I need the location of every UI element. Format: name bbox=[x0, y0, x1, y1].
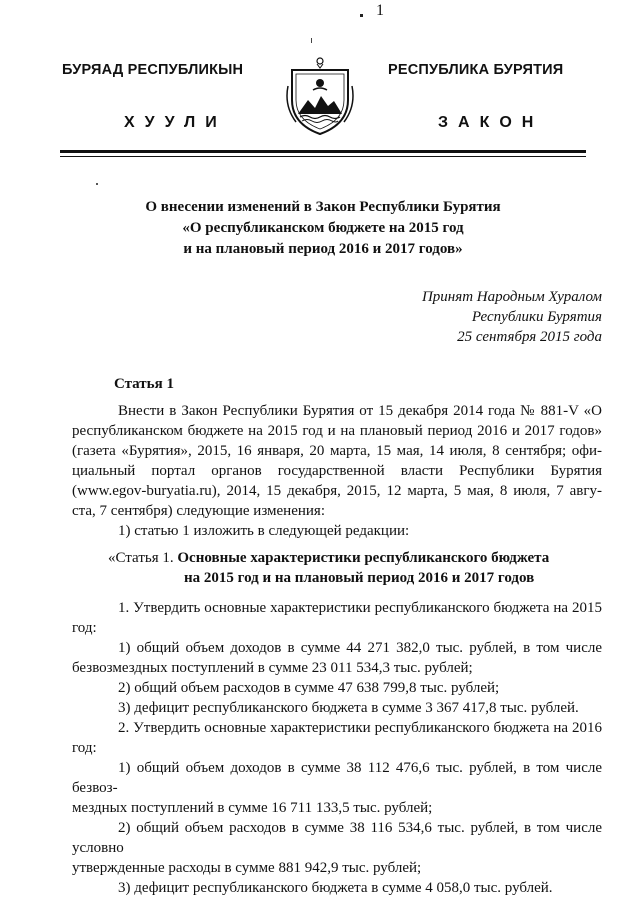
law-title-line: и на плановый период 2016 и 2017 годов» bbox=[183, 241, 463, 257]
article-heading: Статья 1 bbox=[114, 376, 174, 392]
point-text: безвозмездных поступлений в сумме 23 011 534,3 тыс. рублей; bbox=[72, 660, 473, 676]
point-text: 3) дефицит республиканского бюджета в сумме 3 367 417,8 тыс. рублей. bbox=[118, 700, 579, 716]
quoted-article-prefix: «Статья 1. bbox=[108, 550, 174, 566]
header-right-doc-type: ЗАКОН bbox=[438, 114, 544, 131]
point-text: 2) общий объем расходов в сумме 38 116 534,6 тыс. рублей, в том числе условно bbox=[72, 820, 602, 856]
point-text: 2. Утвердить основные характеристики республиканского бюджета на 2016 bbox=[118, 720, 602, 736]
law-title bbox=[60, 197, 586, 260]
point-text: мездных поступлений в сумме 16 711 133,5 тыс. рублей; bbox=[72, 800, 433, 816]
amendment-item: 1) статью 1 изложить в следующей редакции: bbox=[118, 523, 410, 539]
adoption-line: Республики Бурятия bbox=[471, 309, 602, 325]
point-text: год: bbox=[72, 740, 97, 756]
quoted-article-heading bbox=[108, 548, 598, 588]
page-mark: 1 bbox=[376, 2, 384, 19]
article-text-line: республиканском бюджете на 2015 год и на плановый период 2016 и 2017 годов» bbox=[72, 423, 602, 439]
stray-tick bbox=[311, 38, 312, 43]
budget-points bbox=[72, 598, 602, 898]
law-title-line: О внесении изменений в Закон Республики Бурятия bbox=[145, 199, 501, 215]
header-left-doc-type: ХУУЛИ bbox=[124, 114, 227, 131]
article-text-line: Внести в Закон Республики Бурятия от 15 декабря 2014 года № 881-V «О bbox=[118, 403, 602, 419]
point-text: 2) общий объем расходов в сумме 47 638 799,8 тыс. рублей; bbox=[118, 680, 500, 696]
point-text: 1) общий объем доходов в сумме 38 112 476,6 тыс. рублей, в том числе безвоз- bbox=[72, 760, 602, 796]
stray-dot bbox=[360, 14, 363, 17]
adoption-block bbox=[422, 287, 602, 347]
stray-speck bbox=[96, 183, 98, 185]
adoption-line: Принят Народным Хуралом bbox=[421, 289, 602, 305]
header-rule-thin bbox=[60, 156, 586, 157]
point-text: 1. Утвердить основные характеристики республиканского бюджета на 2015 bbox=[118, 600, 602, 616]
article-text-line: ста, 7 сентября) следующие изменения: bbox=[72, 503, 325, 519]
coat-of-arms-icon bbox=[284, 56, 356, 138]
header-right-republic: РЕСПУБЛИКА БУРЯТИЯ bbox=[388, 62, 564, 78]
point-text: утвержденные расходы в сумме 881 942,9 тыс. рублей; bbox=[72, 860, 422, 876]
point-text: 3) дефицит республиканского бюджета в сумме 4 058,0 тыс. рублей. bbox=[118, 880, 553, 896]
point-text: год: bbox=[72, 620, 97, 636]
article-text-line: циальный портал органов государственной власти Республики Бурятия bbox=[72, 463, 602, 479]
header-left-republic: БУРЯАД РЕСПУБЛИКЫН bbox=[62, 62, 244, 78]
article-text-line: (газета «Бурятия», 2015, 16 января, 20 марта, 15 мая, 14 июля, 8 сентября; офи- bbox=[72, 443, 602, 459]
article-text-line: (www.egov-buryatia.ru), 2014, 15 декабря, 2015, 12 марта, 5 мая, 8 июля, 7 авгу- bbox=[72, 483, 602, 499]
adoption-date: 25 сентября 2015 года bbox=[457, 329, 602, 345]
point-text: 1) общий объем доходов в сумме 44 271 382,0 тыс. рублей, в том числе bbox=[118, 640, 602, 656]
quoted-article-title: Основные характеристики республиканского бюджета bbox=[177, 550, 550, 566]
law-title-line: «О республиканском бюджете на 2015 год bbox=[182, 220, 464, 236]
header-rule bbox=[60, 150, 586, 153]
quoted-article-title-cont: на 2015 год и на плановый период 2016 и 2017 годов bbox=[184, 570, 535, 586]
article-body bbox=[72, 401, 602, 541]
